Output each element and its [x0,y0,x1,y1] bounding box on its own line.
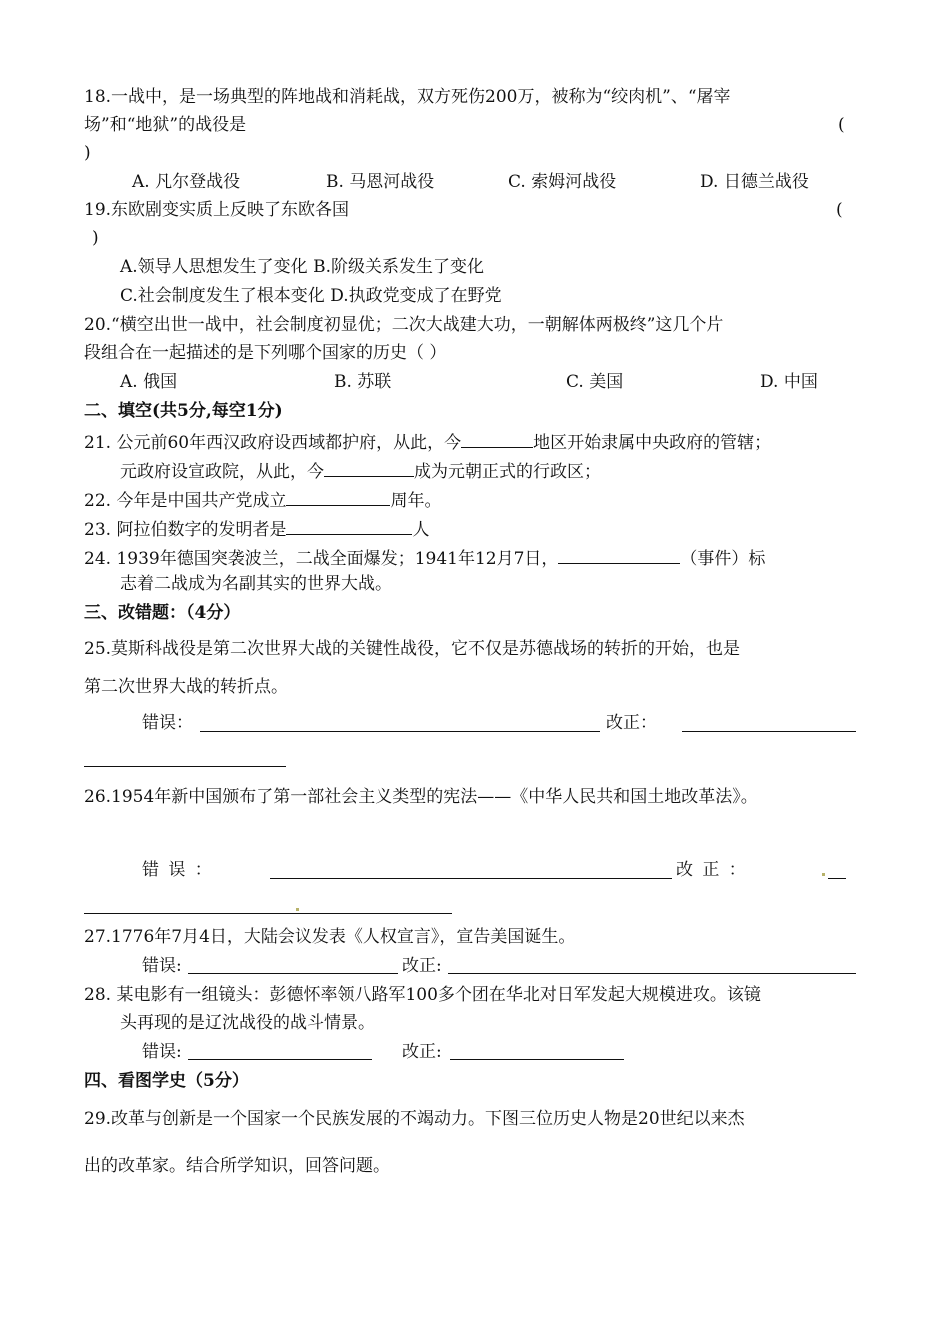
q27-error-label: 错误: [142,956,182,976]
q25-fix-blank[interactable] [682,731,856,732]
q28-stem-line1: 28. 某电影有一组镜头：彭德怀率领八路军100多个团在华北对日军发起大规模进攻。该镜 [84,985,761,1005]
q20-stem-line1: 20.“横空出世一战中，社会制度初显优；二次大战建大功，一朝解体两极终”这几个片 [84,315,724,335]
section-picture-history-title: 四、看图学史（5分） [84,1071,249,1091]
q25-fix-blank-continued[interactable] [84,766,286,767]
q21-text-a: 21. 公元前60年西汉政府设西域都护府，从此，今 [84,433,462,453]
q18-option-c: C. 索姆河战役 [508,172,617,192]
q18-answer-paren-open: ( [838,115,845,135]
q26-fix-blank[interactable] [828,878,846,879]
q27-stem: 27.1776年7月4日，大陆会议发表《人权宣言》，宣告美国诞生。 [84,927,576,947]
q27-error-blank[interactable] [188,973,398,974]
q26-fix-label: 改 正 ： [676,860,748,880]
q22-line [84,487,441,512]
q21-blank-2[interactable] [324,458,414,477]
q23-line [84,516,429,541]
q20-option-b: B. 苏联 [334,372,392,392]
q21-line2 [120,458,601,483]
q23-text-a: 23. 阿拉伯数字的发明者是 [84,520,287,540]
q18-stem-line1: 18.一战中，是一场典型的阵地战和消耗战，双方死伤200万，被称为“绞肉机”、“屠宰 [84,87,731,107]
q24-line1 [84,545,765,570]
q24-text-a: 24. 1939年德国突袭波兰，二战全面爆发；1941年12月7日， [84,549,559,569]
q20-stem-line2: 段组合在一起描述的是下列哪个国家的历史（ ） [84,343,447,363]
q19-options-row1: A.领导人思想发生了变化 B.阶级关系发生了变化 [120,257,484,277]
q23-blank[interactable] [286,516,412,535]
q18-option-b: B. 马恩河战役 [326,172,435,192]
q22-text-b: 周年。 [390,491,442,511]
q21-line1 [84,429,771,454]
q19-answer-paren-close: ) [92,228,99,248]
q23-text-b: 人 [412,520,430,540]
q20-option-a: A. 俄国 [120,372,178,392]
q24-blank[interactable] [558,545,680,564]
scan-speck [822,873,825,876]
q20-option-c: C. 美国 [566,372,624,392]
q25-stem-line1: 25.莫斯科战役是第二次世界大战的关键性战役，它不仅是苏德战场的转折的开始，也是 [84,639,741,659]
q18-option-d: D. 日德兰战役 [700,172,809,192]
q27-fix-blank[interactable] [448,973,856,974]
section-correction-title: 三、改错题：（4分） [84,603,241,623]
q18-answer-paren-close: ) [84,143,91,163]
q24-text-b: （事件）标 [680,549,766,569]
q28-error-blank[interactable] [188,1059,372,1060]
q19-options-row2: C.社会制度发生了根本变化 D.执政党变成了在野党 [120,286,502,306]
q24-line2: 志着二战成为名副其实的世界大战。 [120,574,392,594]
q28-fix-blank[interactable] [450,1059,624,1060]
q28-stem-line2: 头再现的是辽沈战役的战斗情景。 [120,1013,375,1033]
q26-error-blank[interactable] [270,878,672,879]
q19-stem: 19.东欧剧变实质上反映了东欧各国 [84,200,350,220]
q19-answer-paren-open: ( [836,200,843,220]
q18-stem-line2: 场”和“地狱”的战役是 [84,115,247,135]
q28-error-label: 错误: [142,1042,182,1062]
q25-error-blank[interactable] [200,731,600,732]
q27-fix-label: 改正: [402,956,442,976]
q29-stem-line1: 29.改革与创新是一个国家一个民族发展的不竭动力。下图三位历史人物是20世纪以来杰 [84,1109,745,1129]
q18-option-a: A. 凡尔登战役 [132,172,241,192]
section-fill-in-title: 二、填空(共5分,每空1分) [84,401,283,421]
q21-blank-1[interactable] [461,429,533,448]
q28-fix-label: 改正: [402,1042,442,1062]
q25-stem-line2: 第二次世界大战的转折点。 [84,677,288,697]
q25-error-label: 错误： [142,713,193,733]
scan-speck [296,908,299,911]
q29-stem-line2: 出的改革家。结合所学知识，回答问题。 [84,1156,390,1176]
q20-option-d: D. 中国 [760,372,818,392]
q26-stem: 26.1954年新中国颁布了第一部社会主义类型的宪法——《中华人民共和国土地改革法》。 [84,787,758,807]
q26-error-label: 错 误 ： [142,860,214,880]
q22-blank[interactable] [286,487,390,506]
q26-fix-blank-continued[interactable] [84,913,452,914]
q25-fix-label: 改正： [606,713,657,733]
q21-text-b: 地区开始隶属中央政府的管辖； [533,433,772,453]
q22-text-a: 22. 今年是中国共产党成立 [84,491,287,511]
q21-text-d: 成为元朝正式的行政区； [414,462,601,482]
q21-text-c: 元政府设宣政院，从此，今 [120,462,324,482]
